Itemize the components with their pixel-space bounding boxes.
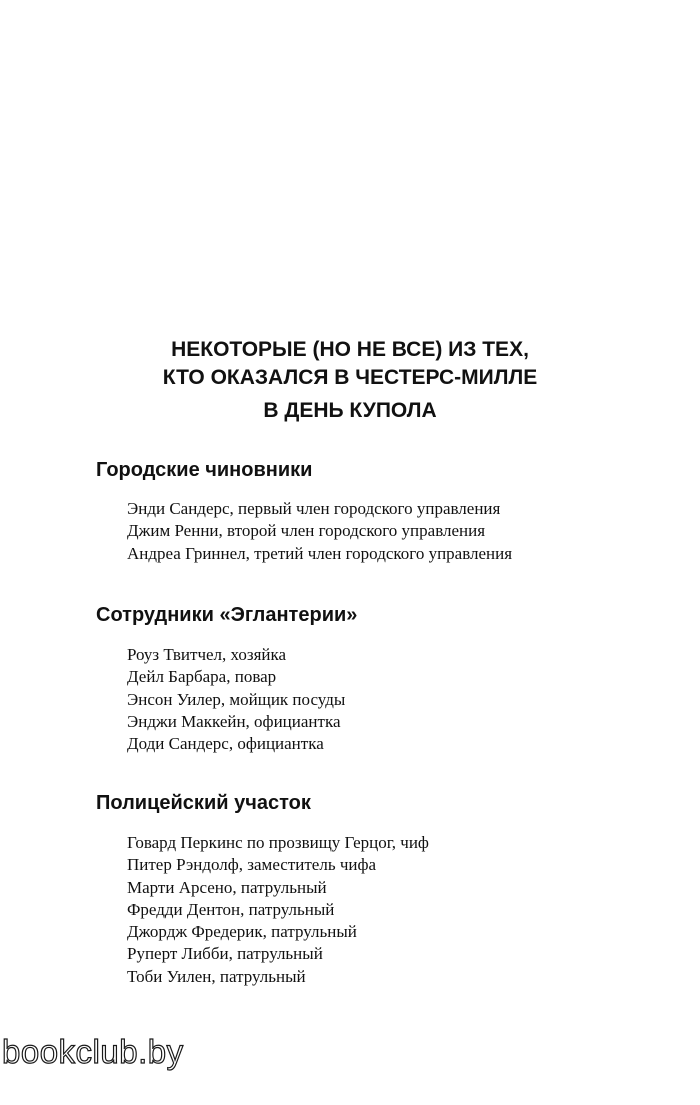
watermark-text: bookclub.by [2, 1033, 184, 1070]
list-item: Дейл Барбара, повар [127, 667, 277, 687]
list-item: Фредди Дентон, патрульный [127, 899, 335, 919]
list-item: Марти Арсено, патрульный [127, 877, 327, 897]
section-heading: Сотрудники «Эглантерии» [96, 604, 358, 626]
list-item: Роуз Твитчел, хозяйка [127, 645, 287, 664]
list-item: Энджи Маккейн, официантка [127, 711, 341, 731]
section-police-station [96, 790, 656, 988]
page-title [0, 336, 700, 425]
title-line-1: НЕКОТОРЫЕ (НО НЕ ВСЕ) ИЗ ТЕХ, [171, 338, 529, 361]
list-item: Андреа Гриннел, третий член городского управления [127, 543, 513, 563]
list-item: Тоби Уилен, патрульный [127, 966, 306, 986]
list-item: Энсон Уилер, мойщик посуды [127, 689, 346, 709]
section-heading: Полицейский участок [96, 792, 311, 814]
section-diner-staff [96, 602, 656, 755]
entry-list [96, 498, 656, 565]
title-line-2: КТО ОКАЗАЛСЯ В ЧЕСТЕРС-МИЛЛЕ [162, 366, 538, 389]
list-item: Доди Сандерс, официантка [127, 734, 324, 754]
list-item: Руперт Либби, патрульный [127, 944, 323, 964]
list-item: Говард Перкинс по прозвищу Герцог, чиф [127, 833, 429, 852]
list-item: Энди Сандерс, первый член городского управления [127, 499, 501, 518]
entry-list [96, 832, 656, 988]
list-item: Питер Рэндолф, заместитель чифа [127, 855, 377, 875]
list-item: Джим Ренни, второй член городского управления [127, 521, 486, 541]
entry-list [96, 644, 656, 755]
list-item: Джордж Фредерик, патрульный [127, 922, 357, 942]
title-line-3: В ДЕНЬ КУПОЛА [263, 399, 437, 422]
section-town-officials [96, 457, 656, 565]
section-heading: Городские чиновники [96, 459, 313, 481]
